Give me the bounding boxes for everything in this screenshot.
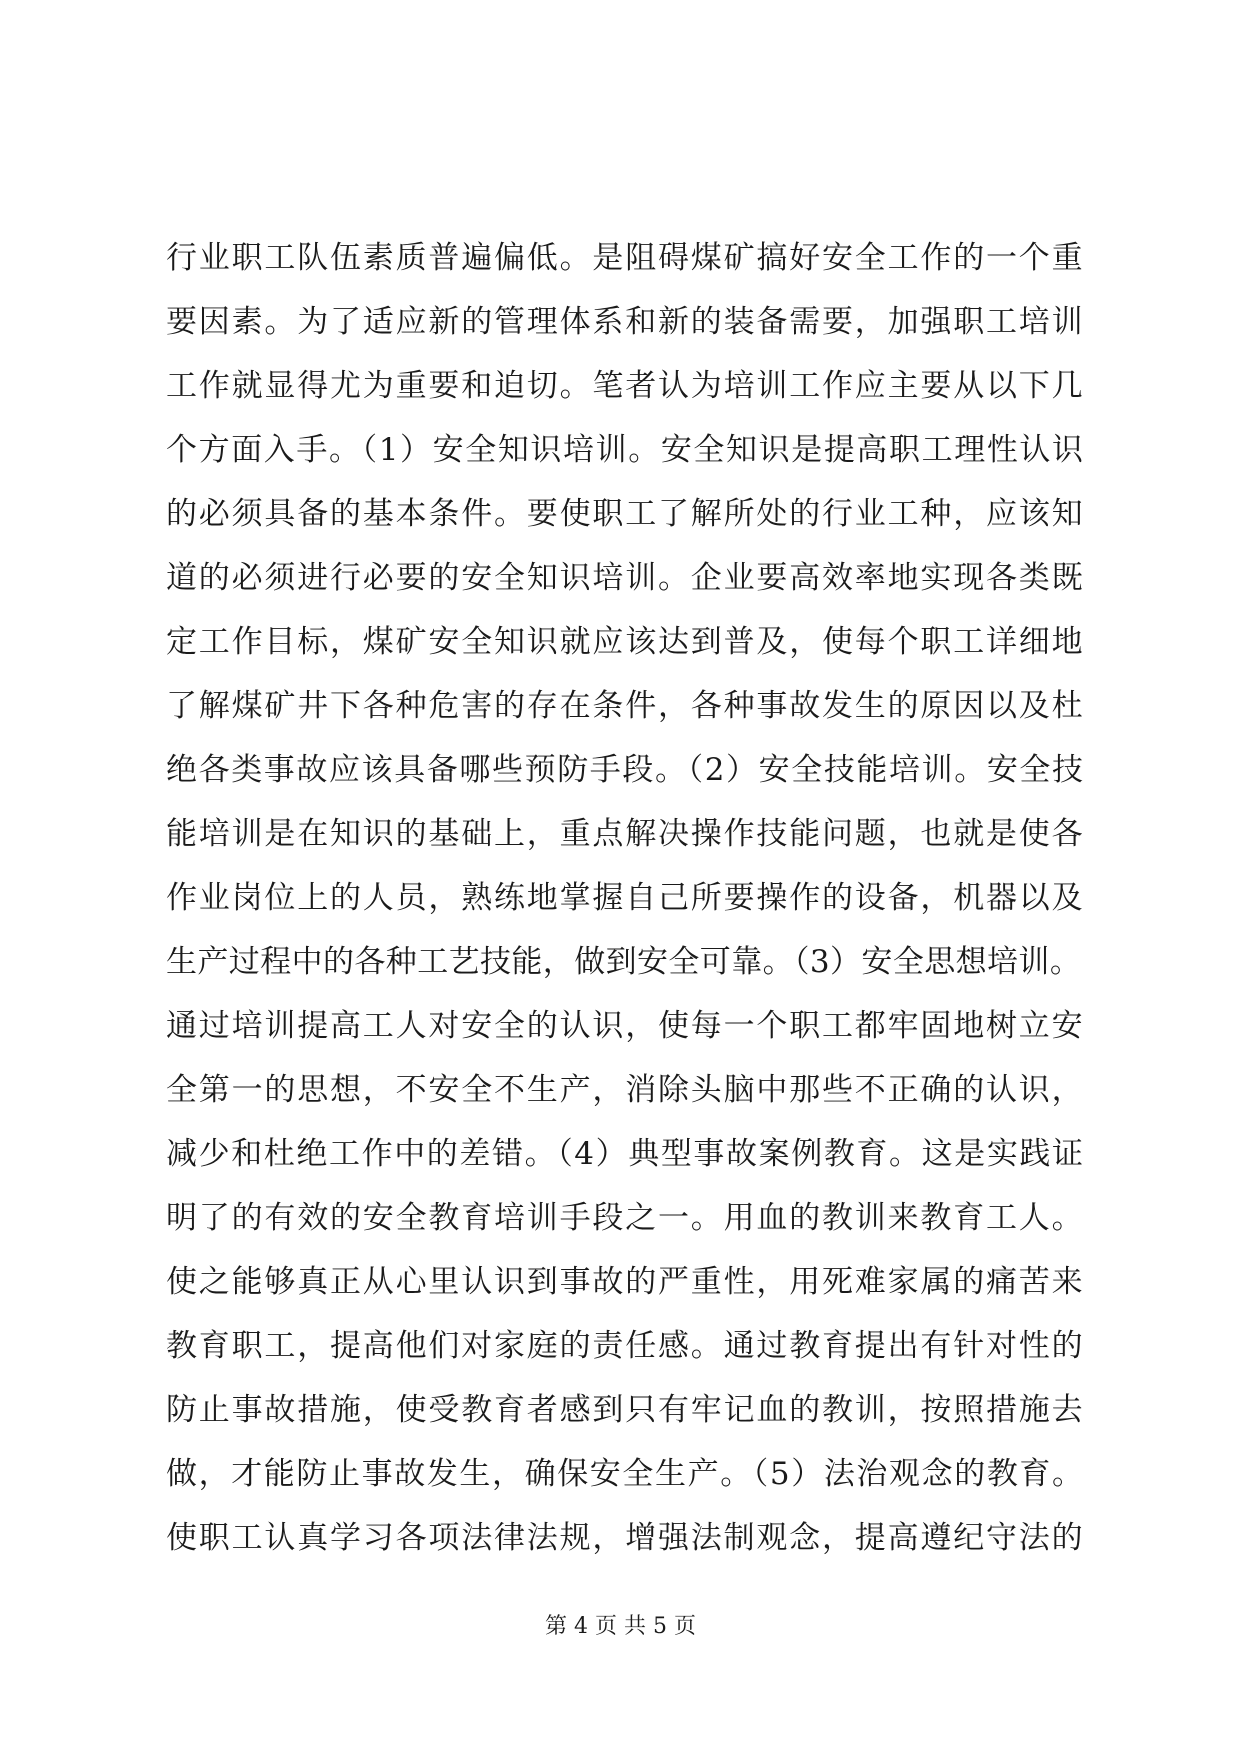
text-line-11: 作业岗位上的人员，熟练地掌握自己所要操作的设备，机器以及 [166,880,1085,916]
text-line-21: 使职工认真学习各项法律法规，增强法制观念，提高遵纪守法的 [166,1520,1085,1556]
body-text [166,226,1086,1570]
text-line-20: 做，才能防止事故发生，确保安全生产。（5）法治观念的教育。 [166,1456,1085,1492]
page-footer [0,1612,1241,1642]
text-line-3: 工作就显得尤为重要和迫切。笔者认为培训工作应主要从以下几 [166,368,1085,404]
text-line-7: 定工作目标，煤矿安全知识就应该达到普及，使每个职工详细地 [166,624,1085,660]
text-line-18: 教育职工，提高他们对家庭的责任感。通过教育提出有针对性的 [166,1328,1085,1364]
text-line-13: 通过培训提高工人对安全的认识，使每一个职工都牢固地树立安 [166,1008,1085,1044]
text-line-9: 绝各类事故应该具备哪些预防手段。（2）安全技能培训。安全技 [166,752,1085,788]
text-line-5: 的必须具备的基本条件。要使职工了解所处的行业工种，应该知 [166,496,1085,532]
text-line-10: 能培训是在知识的基础上，重点解决操作技能问题，也就是使各 [166,816,1085,852]
text-line-19: 防止事故措施，使受教育者感到只有牢记血的教训，按照措施去 [166,1392,1085,1428]
page-number-label: 第 4 页 共 5 页 [545,1614,696,1639]
text-line-15: 减少和杜绝工作中的差错。（4）典型事故案例教育。这是实践证 [166,1136,1085,1172]
text-line-8: 了解煤矿井下各种危害的存在条件，各种事故发生的原因以及杜 [166,688,1085,724]
text-line-2: 要因素。为了适应新的管理体系和新的装备需要，加强职工培训 [166,304,1085,340]
text-line-14: 全第一的思想，不安全不生产，消除头脑中那些不正确的认识， [166,1072,1085,1108]
text-line-4: 个方面入手。（1）安全知识培训。安全知识是提高职工理性认识 [166,432,1085,468]
text-line-17: 使之能够真正从心里认识到事故的严重性，用死难家属的痛苦来 [166,1264,1085,1300]
text-line-16: 明了的有效的安全教育培训手段之一。用血的教训来教育工人。 [166,1200,1085,1236]
text-line-6: 道的必须进行必要的安全知识培训。企业要高效率地实现各类既 [166,560,1085,596]
text-line-1: 行业职工队伍素质普遍偏低。是阻碍煤矿搞好安全工作的一个重 [166,240,1085,276]
text-line-12: 生产过程中的各种工艺技能，做到安全可靠。（3）安全思想培训。 [166,944,1082,980]
